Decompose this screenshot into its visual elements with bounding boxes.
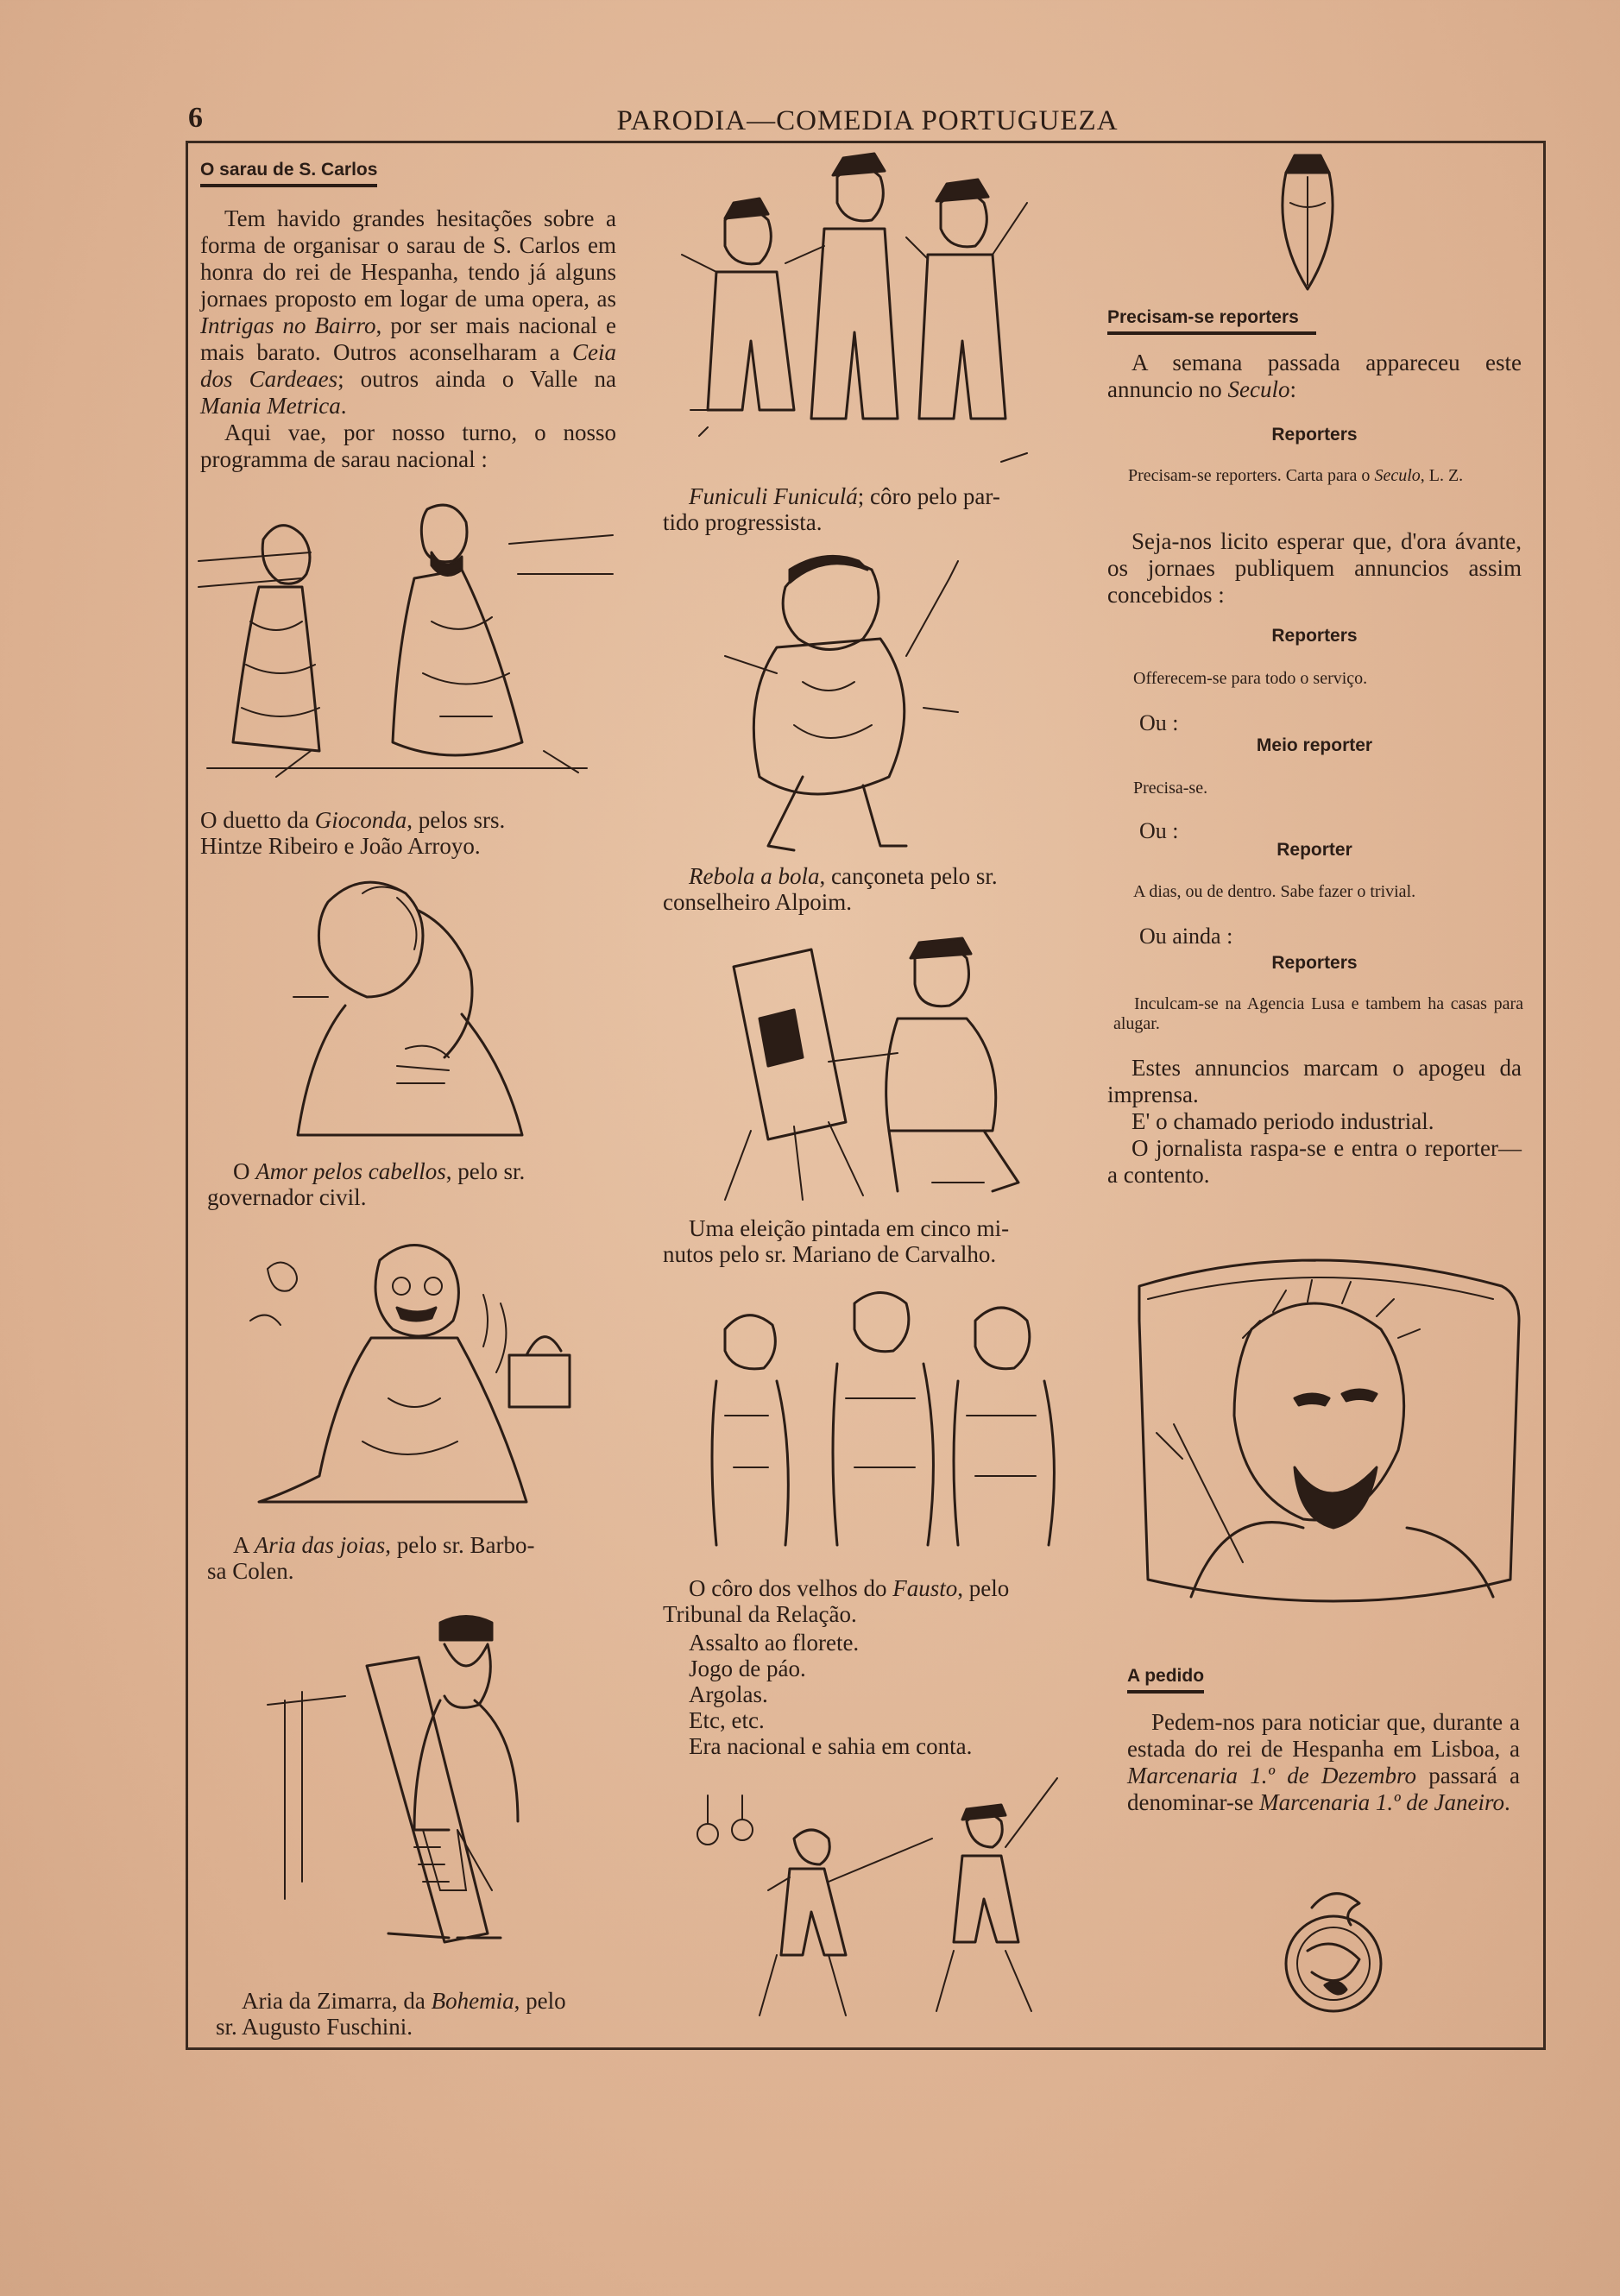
ad-heading: Reporters (1271, 626, 1358, 646)
reporters-conclusion: Estes annuncios marcam o apogeu da imprensa. E' o chamado periodo industrial. O jornalista raspa-se e entra o reporter—a contento. (1107, 1055, 1522, 1188)
coro-velhos-caption: O côro dos velhos do Fausto, pelo Tribunal da Relação. (663, 1575, 1010, 1627)
eleicao-illustration (699, 924, 1062, 1208)
duetto-caption: O duetto da Gioconda, pelos srs. Hintze Ribeiro e João Arroyo. (200, 807, 506, 859)
ad-body: A dias, ou de dentro. Sabe fazer o trivial. (1133, 882, 1416, 901)
fencing-illustration (673, 1761, 1070, 2037)
ou-text: Ou ainda : (1139, 924, 1233, 949)
reporters-intro: A semana passada appareceu este annuncio no Seculo: (1107, 350, 1522, 402)
sarau-title: O sarau de S. Carlos (200, 160, 377, 187)
amor-illustration (268, 867, 535, 1144)
ou-text: Ou : (1139, 710, 1179, 735)
ad-body: Precisa-se. (1133, 779, 1208, 798)
funiculi-illustration (665, 151, 1070, 488)
coro-velhos-illustration (673, 1277, 1079, 1562)
list-item: Assalto ao florete. (689, 1630, 860, 1656)
ad-body: Offerecem-se para todo o serviço. (1133, 669, 1368, 688)
ad-heading: Meio reporter (1256, 735, 1373, 755)
page-number: 6 (188, 102, 203, 134)
sarau-program-list (689, 1630, 1086, 1759)
zimarra-illustration (216, 1597, 613, 1977)
list-item: Argolas. (689, 1681, 768, 1707)
rebola-caption: Rebola a bola, cançoneta pelo sr. conselheiro Alpoim. (663, 863, 998, 915)
pedido-text: Pedem-nos para noticiar que, durante a estada do rei de Hespanha em Lisboa, a Marcenaria 1.º de Dezembro passará a denominar-se Marcenaria 1.º de Janeiro. (1127, 1709, 1520, 1815)
aria-joias-caption: A Aria das joias, pelo sr. Barbo- sa Colen. (207, 1532, 535, 1584)
monogram-ornament-icon (1277, 1882, 1390, 2020)
reporters-paragraph: Seja-nos licito esperar que, d'ora ávante, os jornaes publiquem annuncios assim concebidos : (1107, 528, 1522, 608)
reporters-title: Precisam-se reporters (1107, 307, 1316, 335)
funiculi-caption: Funiculi Funiculá; côro pelo par- tido progressista. (663, 483, 1000, 535)
sarau-intro: Tem havido grandes hesitações sobre a forma de organisar o sarau de S. Carlos em honra do rei de Hespanha, tendo já alguns jornaes proposto em logar de uma opera, as Intrigas no Bairro, por ser mais nacional e mais barato. Outros aconselharam a Ceia dos Cardeaes; outros ainda o Valle na Mania Metrica. Aqui vae, por nosso turno, o nosso programma de sarau nacional : (200, 205, 617, 472)
masthead: PARODIA—COMEDIA PORTUGUEZA (616, 105, 1119, 136)
ad-heading: Reporter (1276, 840, 1352, 860)
eleicao-caption: Uma eleição pintada em cinco mi- nutos pelo sr. Mariano de Carvalho. (663, 1215, 1010, 1267)
list-item: Era nacional e sahia em conta. (689, 1733, 973, 1759)
zimarra-caption: Aria da Zimarra, da Bohemia, pelo sr. Augusto Fuschini. (216, 1988, 566, 2040)
ad-body: Inculcam-se na Agencia Lusa e tambem ha casas para alugar. (1113, 994, 1523, 1033)
ad-body: Precisam-se reporters. Carta para o Seculo, L. Z. (1128, 466, 1464, 485)
ou-text: Ou : (1139, 818, 1179, 843)
pedido-title: A pedido (1127, 1666, 1204, 1694)
list-item: Jogo de páo. (689, 1656, 806, 1681)
list-item: Etc, etc. (689, 1707, 765, 1733)
ad-heading: Reporters (1271, 425, 1358, 445)
aria-joias-illustration (233, 1226, 604, 1519)
rebola-illustration (708, 535, 1053, 863)
cicada-icon (1273, 151, 1342, 293)
amor-caption: O Amor pelos cabellos, pelo sr. governador civil. (207, 1158, 526, 1210)
laurel-portrait-illustration (1122, 1252, 1528, 1614)
ad-heading: Reporters (1271, 953, 1358, 973)
duetto-illustration (181, 492, 630, 794)
